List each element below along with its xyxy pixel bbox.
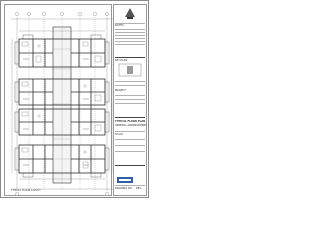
logo-icon	[123, 6, 137, 21]
revision-label: REV.	[136, 187, 142, 190]
scale-label: SCALE	[115, 133, 124, 136]
key-plan-diagram	[118, 63, 142, 77]
notes-label: NOTES	[115, 24, 124, 27]
drawing-subtitle: GENERAL ARRANGEMENT	[115, 124, 147, 127]
drawing-sheet	[0, 0, 149, 198]
footer-note: TYPICAL FLOOR LAYOUT	[11, 189, 41, 192]
floor-plan	[9, 9, 115, 199]
key-plan-label: KEY PLAN	[115, 59, 128, 62]
drawing-frame	[4, 4, 112, 196]
consultant-logo-icon	[117, 177, 133, 183]
title-block	[113, 4, 147, 196]
project-label: PROJECT	[115, 89, 126, 92]
drawing-no-label: DRAWING NO.	[115, 187, 133, 190]
drawing-title: TYPICAL FLOOR PLAN	[115, 120, 146, 123]
